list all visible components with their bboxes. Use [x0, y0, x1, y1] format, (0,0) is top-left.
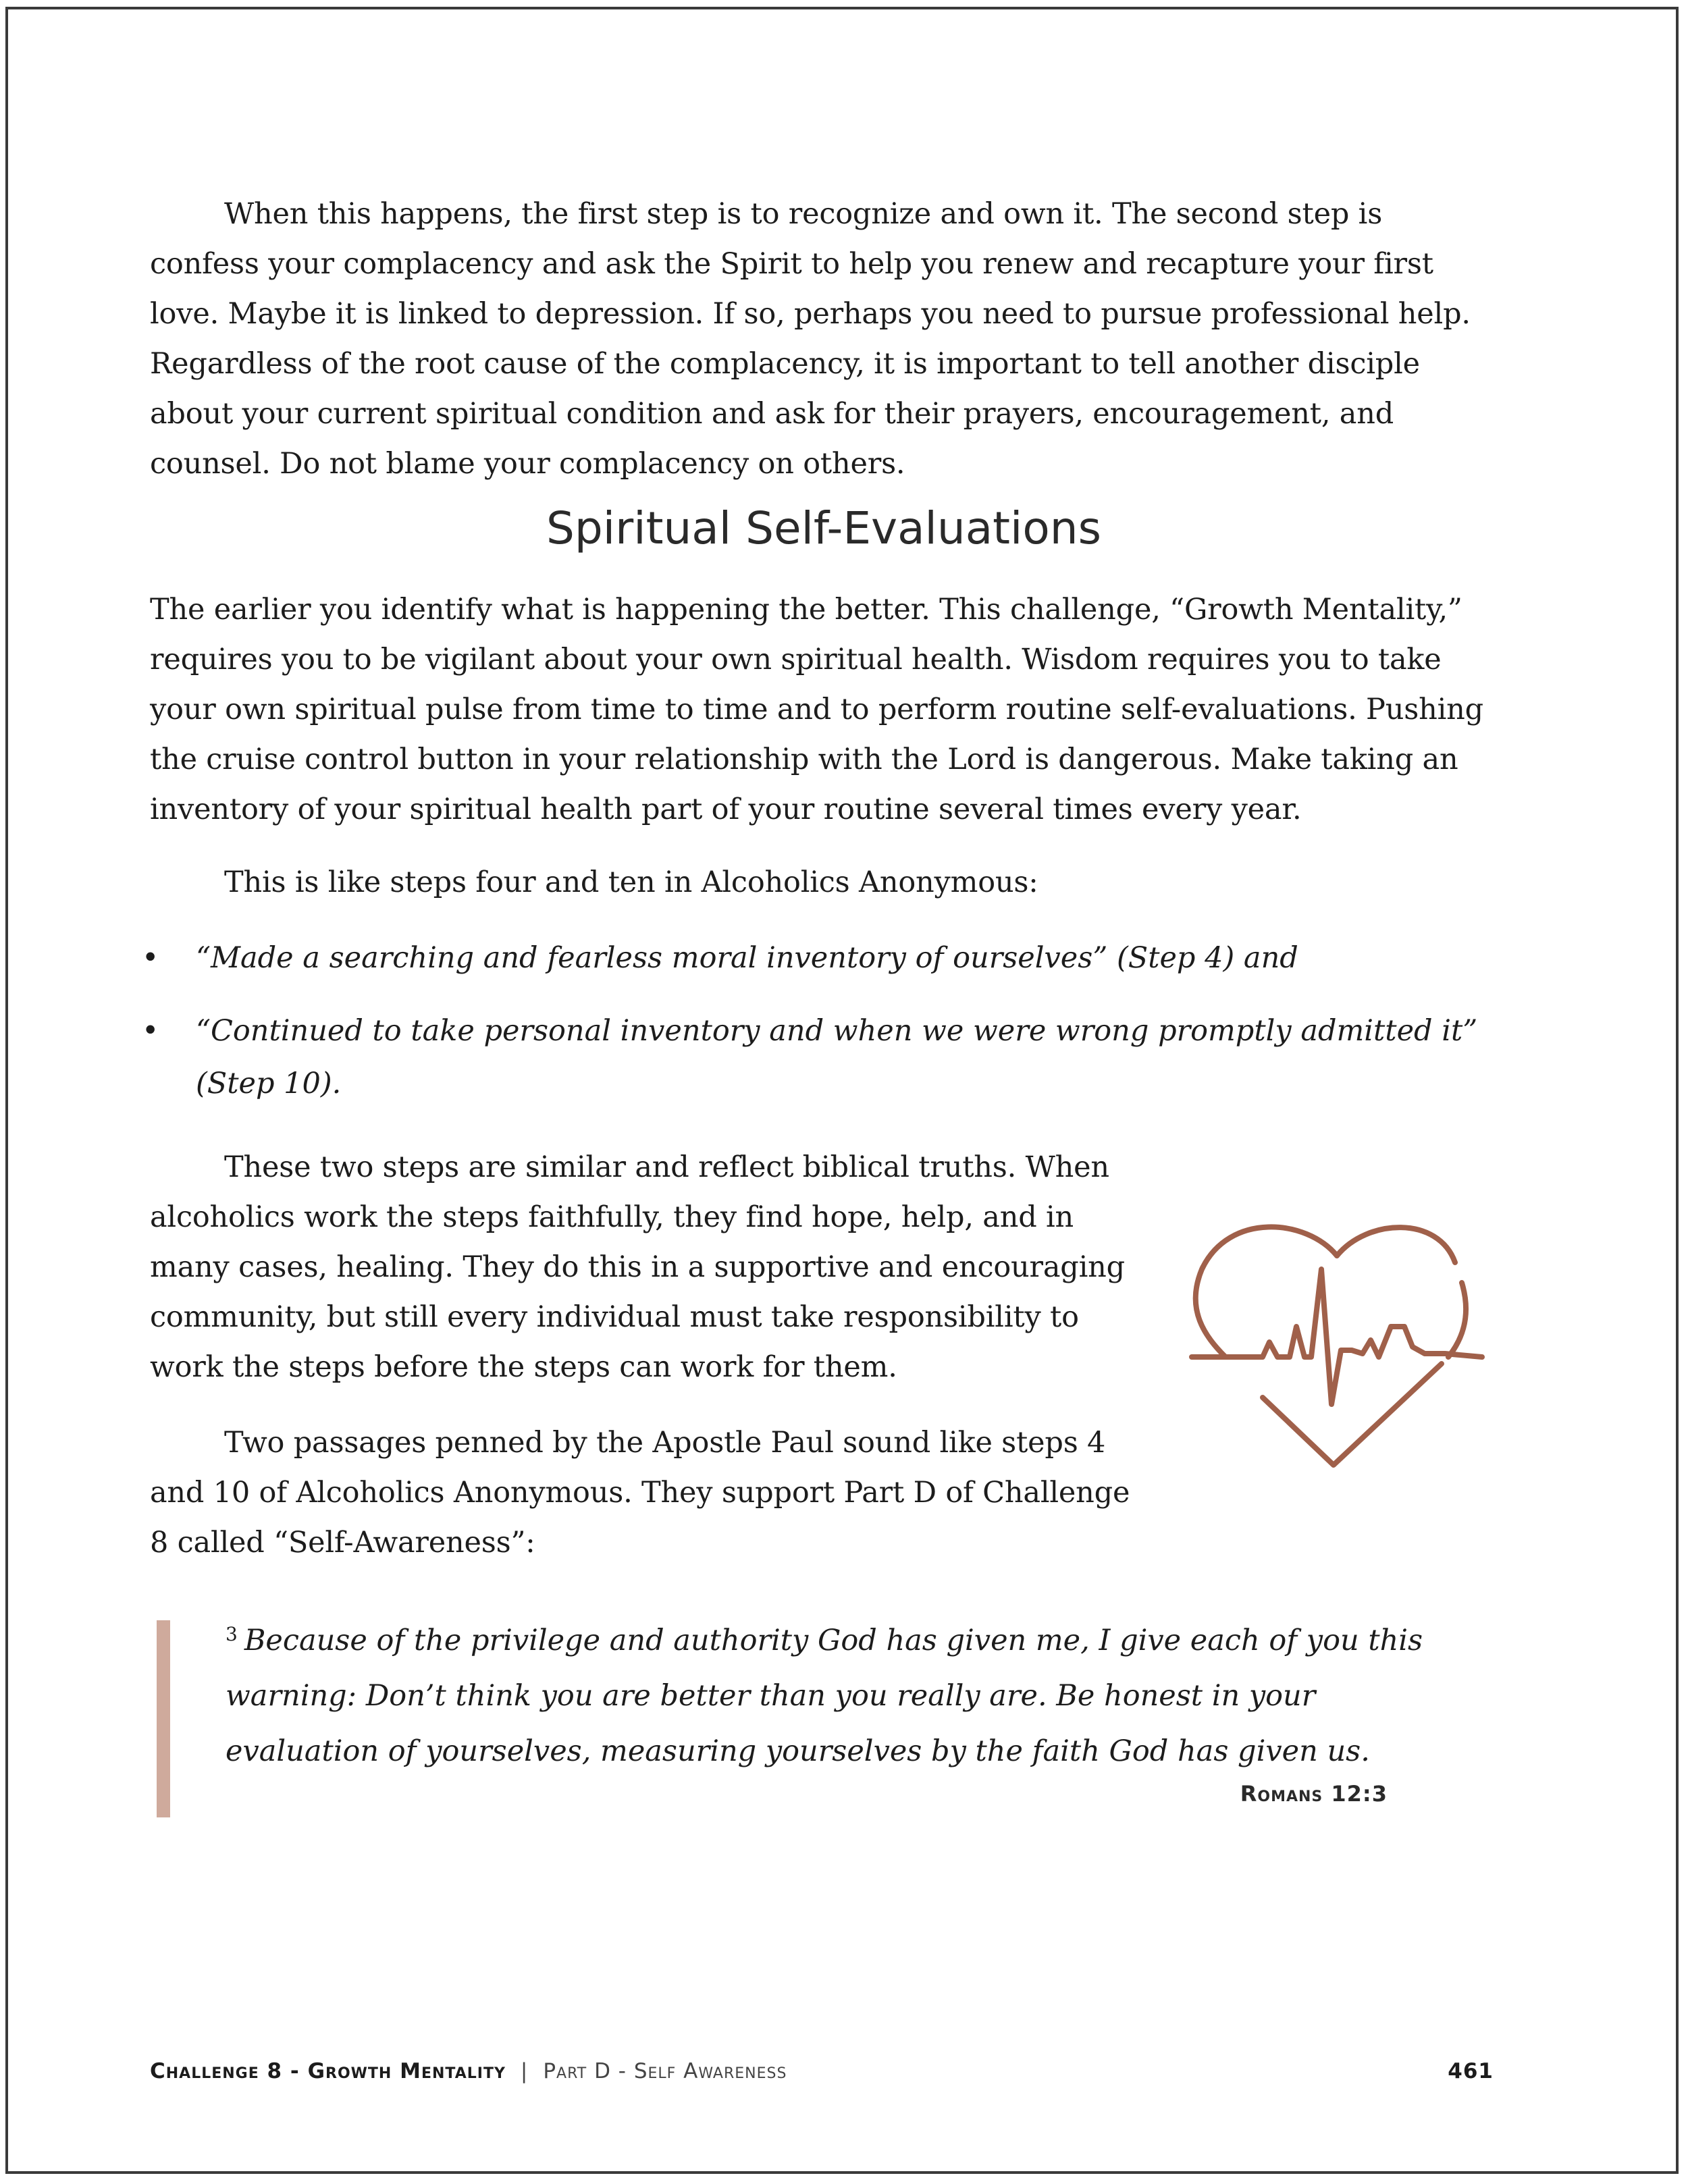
paragraph-apostle-paul: Two passages penned by the Apostle Paul sound like steps 4 and 10 of Alcoholics Anonymous. They support Part D of Challenge 8 called “Self-Awareness”:	[150, 1426, 1130, 1560]
bullet-icon: •	[142, 941, 159, 975]
heart-outline	[1337, 1227, 1455, 1262]
page-footer	[150, 2059, 1494, 2093]
paragraph-self-evaluation: The earlier you identify what is happening the better. This challenge, “Growth Mentality,” requires you to be vigilant about your own spiritual health. Wisdom requires you to take your own spiritual pulse from time to time and to perform routine self-evaluations. Pushing the cruise control button in your relationship with the Lord is dangerous. Make taking an inventory of your spiritual health part of your routine several times every year.	[150, 593, 1483, 826]
bullet-icon: •	[142, 1014, 159, 1048]
paragraph-steps-reflect: These two steps are similar and reflect biblical truths. When alcoholics work the steps faithfully, they find hope, help, and in many cases, healing. They do this in a supportive and encouraging community, but still every individual must take responsibility to work the steps before the steps can work for them.	[150, 1150, 1126, 1384]
list-item	[142, 932, 1519, 984]
quote-accent-bar	[157, 1620, 170, 1817]
footer-chapter: Challenge 8 - Growth Mentality	[150, 2059, 506, 2083]
paragraph-complacency: When this happens, the first step is to recognize and own it. The second step is confess your complacency and ask the Spirit to help you renew and recapture your first love. Maybe it is linked to depression. If so, perhaps you need to pursue professional help. Regardless of the root cause of the complacency, it is important to tell another disciple about your current spiritual condition and ask for their prayers, encouragement, and counsel. Do not blame your complacency on others.	[150, 197, 1471, 481]
heartbeat-line	[1192, 1269, 1482, 1404]
quote-text: Because of the privilege and authority God has given me, I give each of you this warning: Don’t think you are better than you really are. Be honest in your evaluation of yourselves, measuring yourselves by the faith God has given us.	[226, 1624, 1423, 1768]
list-item	[142, 1005, 1519, 1110]
footer-part: Part D - Self Awareness	[543, 2059, 787, 2083]
scripture-citation: Romans 12:3	[1240, 1781, 1388, 1807]
heart-outline	[1448, 1283, 1466, 1357]
heart-point	[1263, 1364, 1442, 1465]
scripture-quote	[226, 1607, 1441, 1779]
page-number: 461	[1448, 2059, 1494, 2083]
heart-heartbeat-icon	[1188, 1215, 1485, 1472]
footer-separator: |	[520, 2059, 529, 2083]
section-heading: Spiritual Self-Evaluations	[546, 502, 1101, 554]
list-item-text: “Continued to take personal inventory and when we were wrong promptly admitted it” (Step 10).	[196, 1014, 1478, 1100]
paragraph-aa-steps-intro: This is like steps four and ten in Alcoholics Anonymous:	[224, 865, 1038, 899]
aa-steps-list	[142, 932, 1519, 1130]
verse-number: 3	[226, 1623, 238, 1645]
list-item-text: “Made a searching and fearless moral inventory of ourselves” (Step 4) and	[196, 941, 1298, 975]
